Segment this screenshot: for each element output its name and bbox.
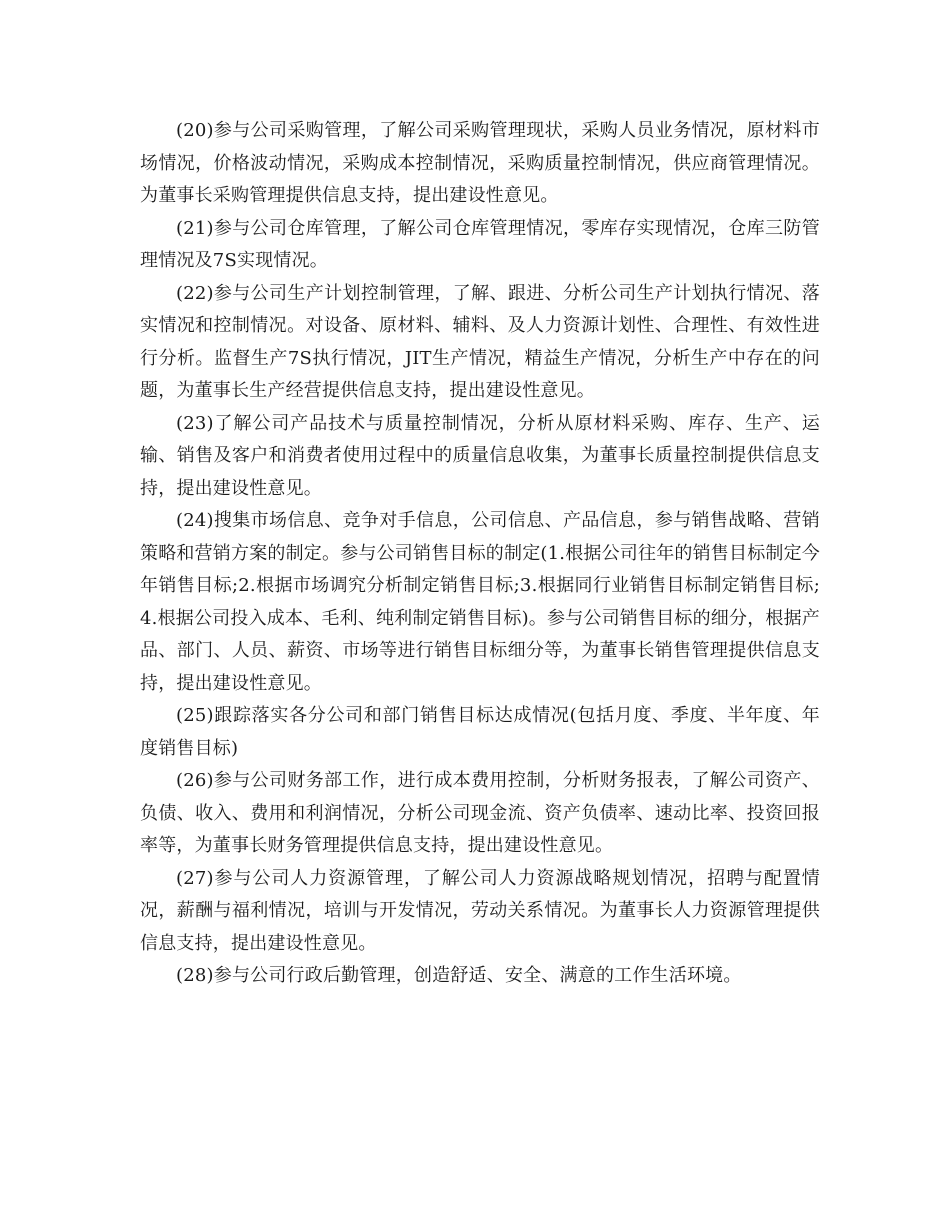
document-body: [140, 115, 820, 993]
paragraph-21: (21)参与公司仓库管理，了解公司仓库管理情况，零库存实现情况，仓库三防管理情况及7S实现情况。: [140, 217, 820, 271]
paragraph-20: (20)参与公司采购管理，了解公司采购管理现状，采购人员业务情况，原材料市场情况，价格波动情况，采购成本控制情况，采购质量控制情况，供应商管理情况。为董事长采购管理提供信息支持，提出建设性意见。: [140, 120, 820, 206]
paragraph-28: (28)参与公司行政后勤管理，创造舒适、安全、满意的工作生活环境。: [176, 965, 742, 986]
paragraph-27: (27)参与公司人力资源管理，了解公司人力资源战略规划情况，招聘与配置情况，薪酬与福利情况，培训与开发情况，劳动关系情况。为董事长人力资源管理提供信息支持，提出建设性意见。: [140, 867, 820, 954]
paragraph-24: (24)搜集市场信息、竞争对手信息，公司信息、产品信息，参与销售战略、营销策略和营销方案的制定。参与公司销售目标的制定(1.根据公司往年的销售目标制定今年销售目标;2.根据市场调究分析制定销售目标;3.根据同行业销售目标制定销售目标;4.根据公司投入成本、毛利、纯利制定销售目标)。参与公司销售目标的细分，根据产品、部门、人员、薪资、市场等进行销售目标细分等，为董事长销售管理提供信息支持，提出建设性意见。: [140, 510, 820, 694]
paragraph-25: (25)跟踪落实各分公司和部门销售目标达成情况(包括月度、季度、半年度、年度销售目标): [140, 705, 820, 759]
paragraph-26: (26)参与公司财务部工作，进行成本费用控制，分析财务报表，了解公司资产、负债、收入、费用和利润情况，分析公司现金流、资产负债率、速动比率、投资回报率等，为董事长财务管理提供信息支持，提出建设性意见。: [140, 770, 820, 856]
paragraph-23: (23)了解公司产品技术与质量控制情况，分析从原材料采购、库存、生产、运输、销售及客户和消费者使用过程中的质量信息收集，为董事长质量控制提供信息支持，提出建设性意见。: [140, 412, 820, 499]
paragraph-22: (22)参与公司生产计划控制管理，了解、跟进、分析公司生产计划执行情况、落实情况和控制情况。对设备、原材料、辅料、及人力资源计划性、合理性、有效性进行分析。监督生产7S执行情况，JIT生产情况，精益生产情况，分析生产中存在的问题，为董事长生产经营提供信息支持，提出建设性意见。: [140, 282, 820, 401]
